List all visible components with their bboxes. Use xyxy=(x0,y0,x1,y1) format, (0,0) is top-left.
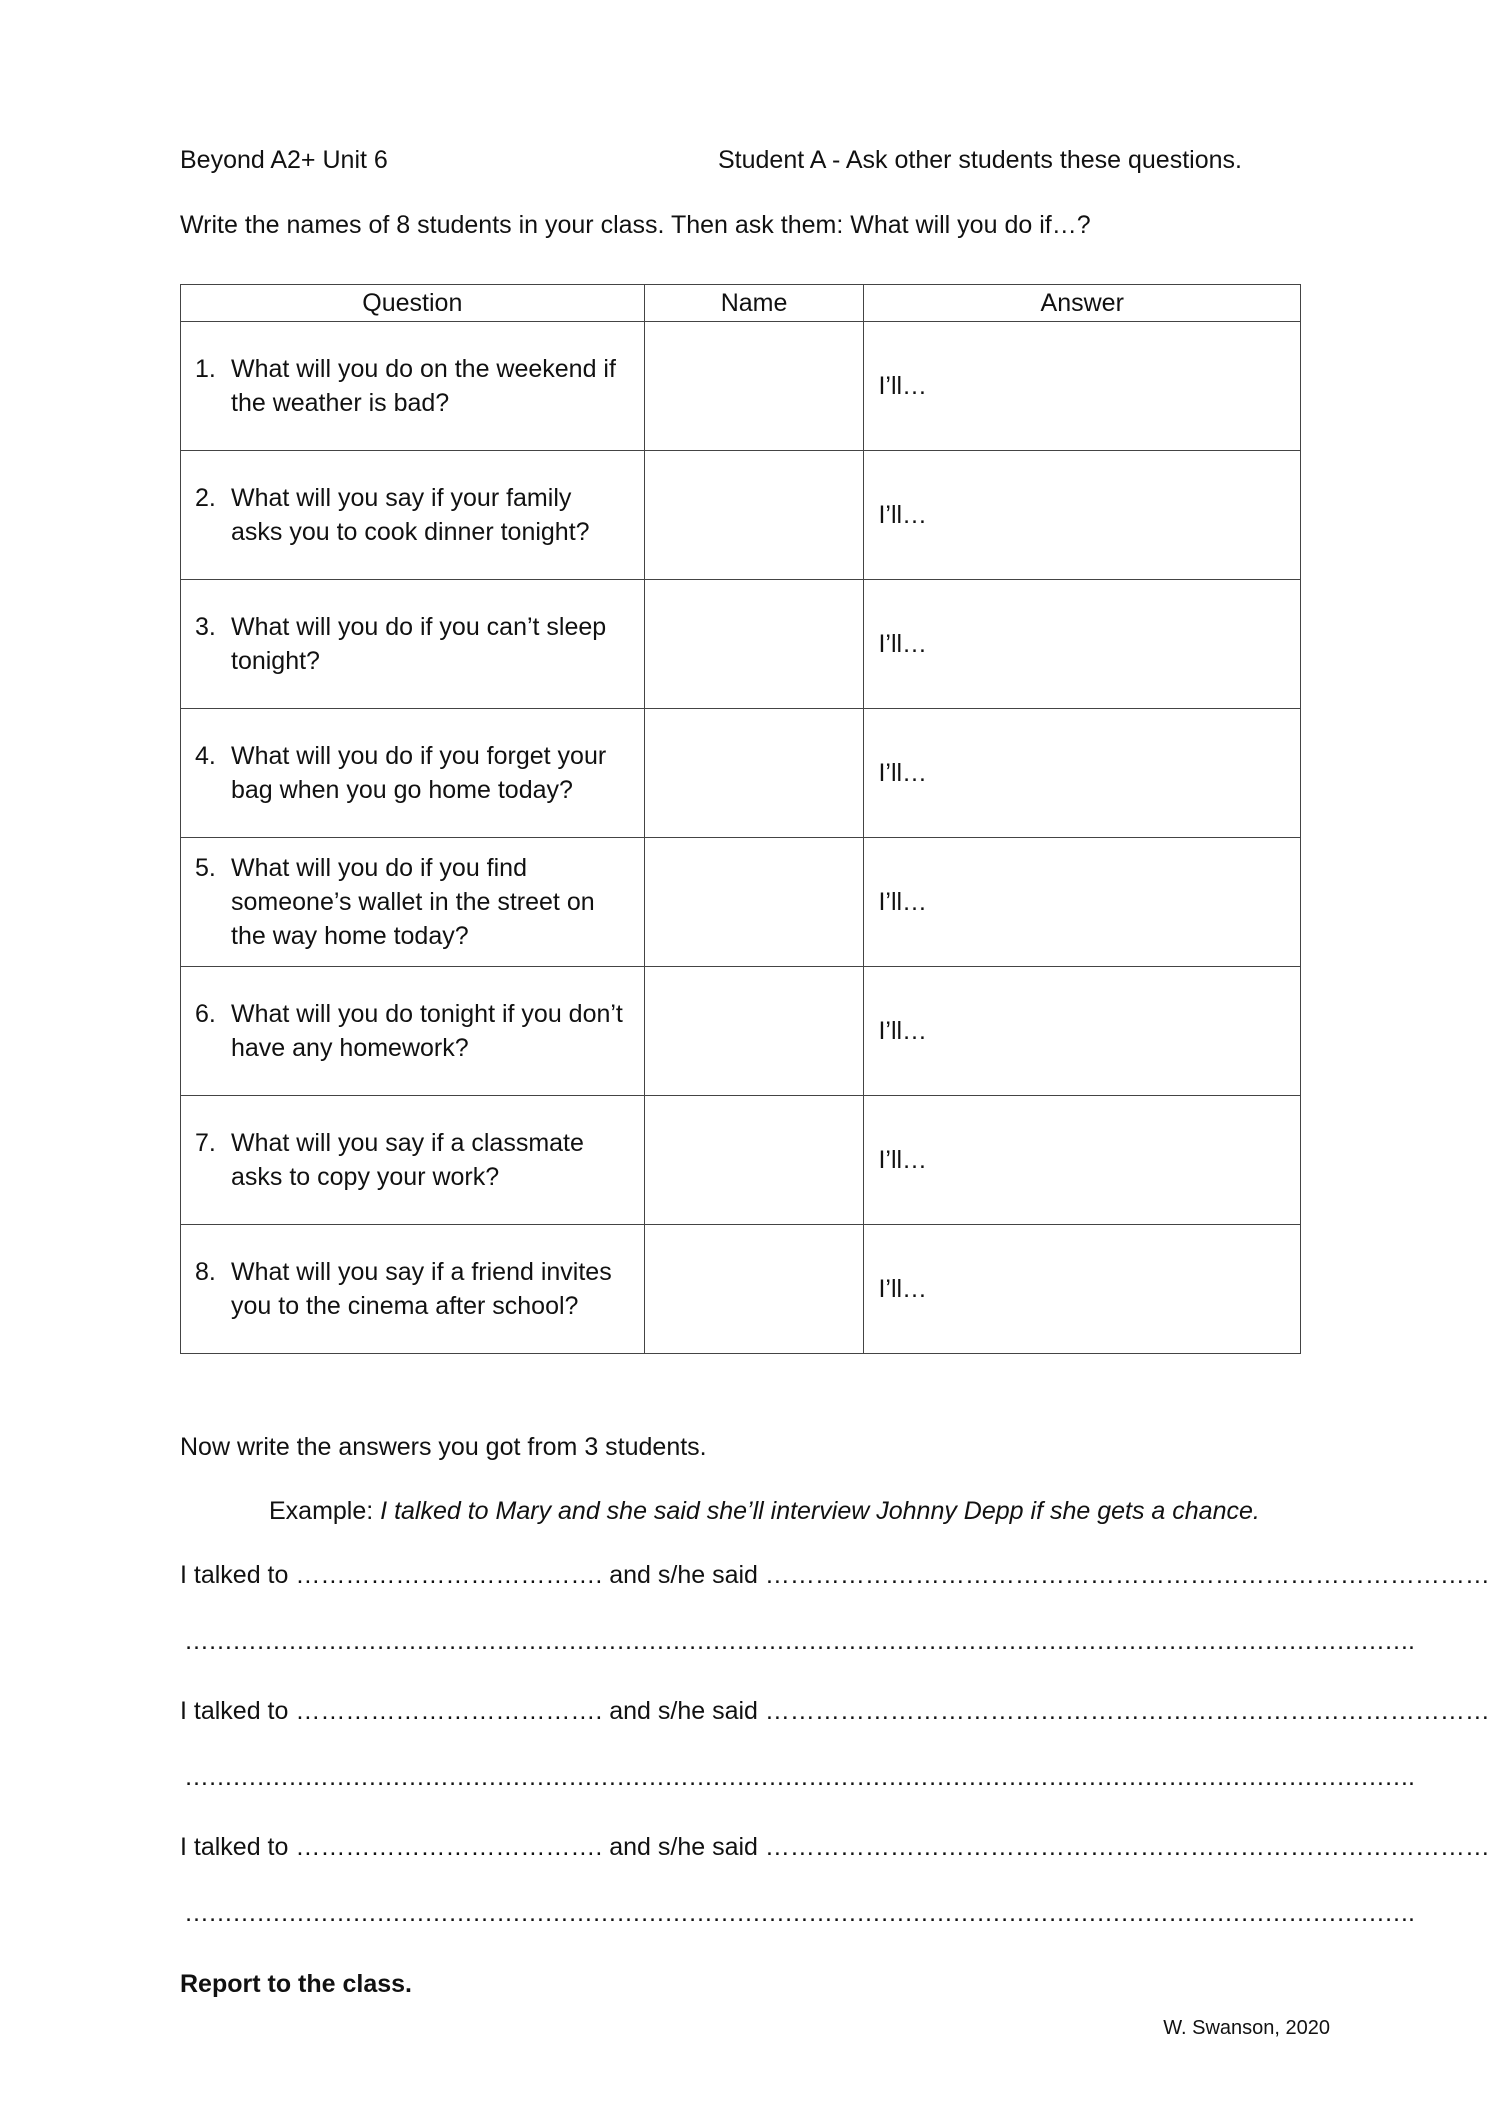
question-cell xyxy=(181,451,645,580)
question-item xyxy=(181,1255,644,1323)
answer-cell[interactable] xyxy=(864,838,1301,967)
question-item xyxy=(181,481,644,549)
table-header-row xyxy=(181,285,1301,322)
question-cell xyxy=(181,580,645,709)
question-cell xyxy=(181,1225,645,1354)
question-text: What will you do if you can’t sleep tonight? xyxy=(231,613,607,675)
name-cell[interactable] xyxy=(644,1225,864,1354)
answer-prompt: I’ll… xyxy=(878,1016,928,1045)
column-header-answer: Answer xyxy=(864,285,1301,322)
question-number: 2. xyxy=(195,484,216,512)
answer-prompt: I’ll… xyxy=(878,500,928,529)
fill-line-1b[interactable]: ………………………………………………………………………………………………………………………………………. xyxy=(184,1627,1414,1655)
question-text: What will you do tonight if you don’t have any homework? xyxy=(231,1000,623,1062)
question-table xyxy=(180,284,1301,1354)
example-sentence xyxy=(269,1497,1260,1526)
answer-prompt: I’ll… xyxy=(878,758,928,787)
name-cell[interactable] xyxy=(644,1096,864,1225)
answers-instruction: Now write the answers you got from 3 students. xyxy=(180,1433,707,1461)
instructions: Write the names of 8 students in your class. Then ask them: What will you do if…? xyxy=(180,211,1091,239)
question-text: What will you do if you forget your bag when you go home today? xyxy=(231,742,607,804)
answer-cell[interactable] xyxy=(864,322,1301,451)
answer-cell[interactable] xyxy=(864,1096,1301,1225)
fill-line-2a[interactable]: I talked to ………………………………. and s/he said …………………………………………………………………………… xyxy=(180,1697,1490,1725)
table-row xyxy=(181,709,1301,838)
question-item xyxy=(181,997,644,1065)
question-cell xyxy=(181,967,645,1096)
name-cell[interactable] xyxy=(644,322,864,451)
answer-cell[interactable] xyxy=(864,451,1301,580)
report-instruction: Report to the class. xyxy=(180,1970,412,1998)
question-text: What will you say if a classmate asks to copy your work? xyxy=(231,1129,584,1191)
answer-cell[interactable] xyxy=(864,1225,1301,1354)
answer-prompt: I’ll… xyxy=(878,629,928,658)
table-row xyxy=(181,580,1301,709)
answer-prompt: I’ll… xyxy=(878,1274,928,1303)
table-row xyxy=(181,322,1301,451)
table-row xyxy=(181,451,1301,580)
question-number: 6. xyxy=(195,1000,216,1028)
question-number: 8. xyxy=(195,1258,216,1286)
fill-line-2b[interactable]: ………………………………………………………………………………………………………………………………………. xyxy=(184,1763,1414,1791)
answer-prompt: I’ll… xyxy=(878,887,928,916)
column-header-question: Question xyxy=(181,285,645,322)
student-role-title: Student A - Ask other students these questions. xyxy=(718,146,1242,174)
question-cell xyxy=(181,322,645,451)
fill-line-3b[interactable]: ………………………………………………………………………………………………………………………………………. xyxy=(184,1899,1414,1927)
question-cell xyxy=(181,1096,645,1225)
table-row xyxy=(181,1225,1301,1354)
question-number: 1. xyxy=(195,355,216,383)
question-item xyxy=(181,352,644,420)
answer-cell[interactable] xyxy=(864,967,1301,1096)
name-cell[interactable] xyxy=(644,709,864,838)
name-cell[interactable] xyxy=(644,967,864,1096)
author-credit: W. Swanson, 2020 xyxy=(1163,2017,1330,2039)
answer-cell[interactable] xyxy=(864,580,1301,709)
answer-cell[interactable] xyxy=(864,709,1301,838)
question-text: What will you do if you find someone’s wallet in the street on the way home today? xyxy=(231,854,595,950)
question-text: What will you say if your family asks you to cook dinner tonight? xyxy=(231,484,590,546)
unit-title: Beyond A2+ Unit 6 xyxy=(180,146,388,174)
fill-line-3a[interactable]: I talked to ………………………………. and s/he said …………………………………………………………………………… xyxy=(180,1833,1490,1861)
question-number: 7. xyxy=(195,1129,216,1157)
table-row xyxy=(181,838,1301,967)
question-cell xyxy=(181,709,645,838)
answer-prompt: I’ll… xyxy=(878,371,928,400)
table-row xyxy=(181,967,1301,1096)
answer-prompt: I’ll… xyxy=(878,1145,928,1174)
question-item xyxy=(181,851,644,953)
question-number: 4. xyxy=(195,742,216,770)
name-cell[interactable] xyxy=(644,451,864,580)
question-number: 3. xyxy=(195,613,216,641)
question-number: 5. xyxy=(195,854,216,882)
name-cell[interactable] xyxy=(644,580,864,709)
question-cell xyxy=(181,838,645,967)
column-header-name: Name xyxy=(644,285,864,322)
fill-line-1a[interactable]: I talked to ………………………………. and s/he said …………………………………………………………………………… xyxy=(180,1561,1490,1589)
question-item xyxy=(181,1126,644,1194)
question-item xyxy=(181,739,644,807)
name-cell[interactable] xyxy=(644,838,864,967)
example-label: Example: xyxy=(269,1497,381,1525)
example-text: I talked to Mary and she said she’ll interview Johnny Depp if she gets a chance. xyxy=(380,1497,1260,1525)
question-text: What will you say if a friend invites you to the cinema after school? xyxy=(231,1258,612,1320)
question-text: What will you do on the weekend if the weather is bad? xyxy=(231,355,616,417)
table-row xyxy=(181,1096,1301,1225)
question-item xyxy=(181,610,644,678)
